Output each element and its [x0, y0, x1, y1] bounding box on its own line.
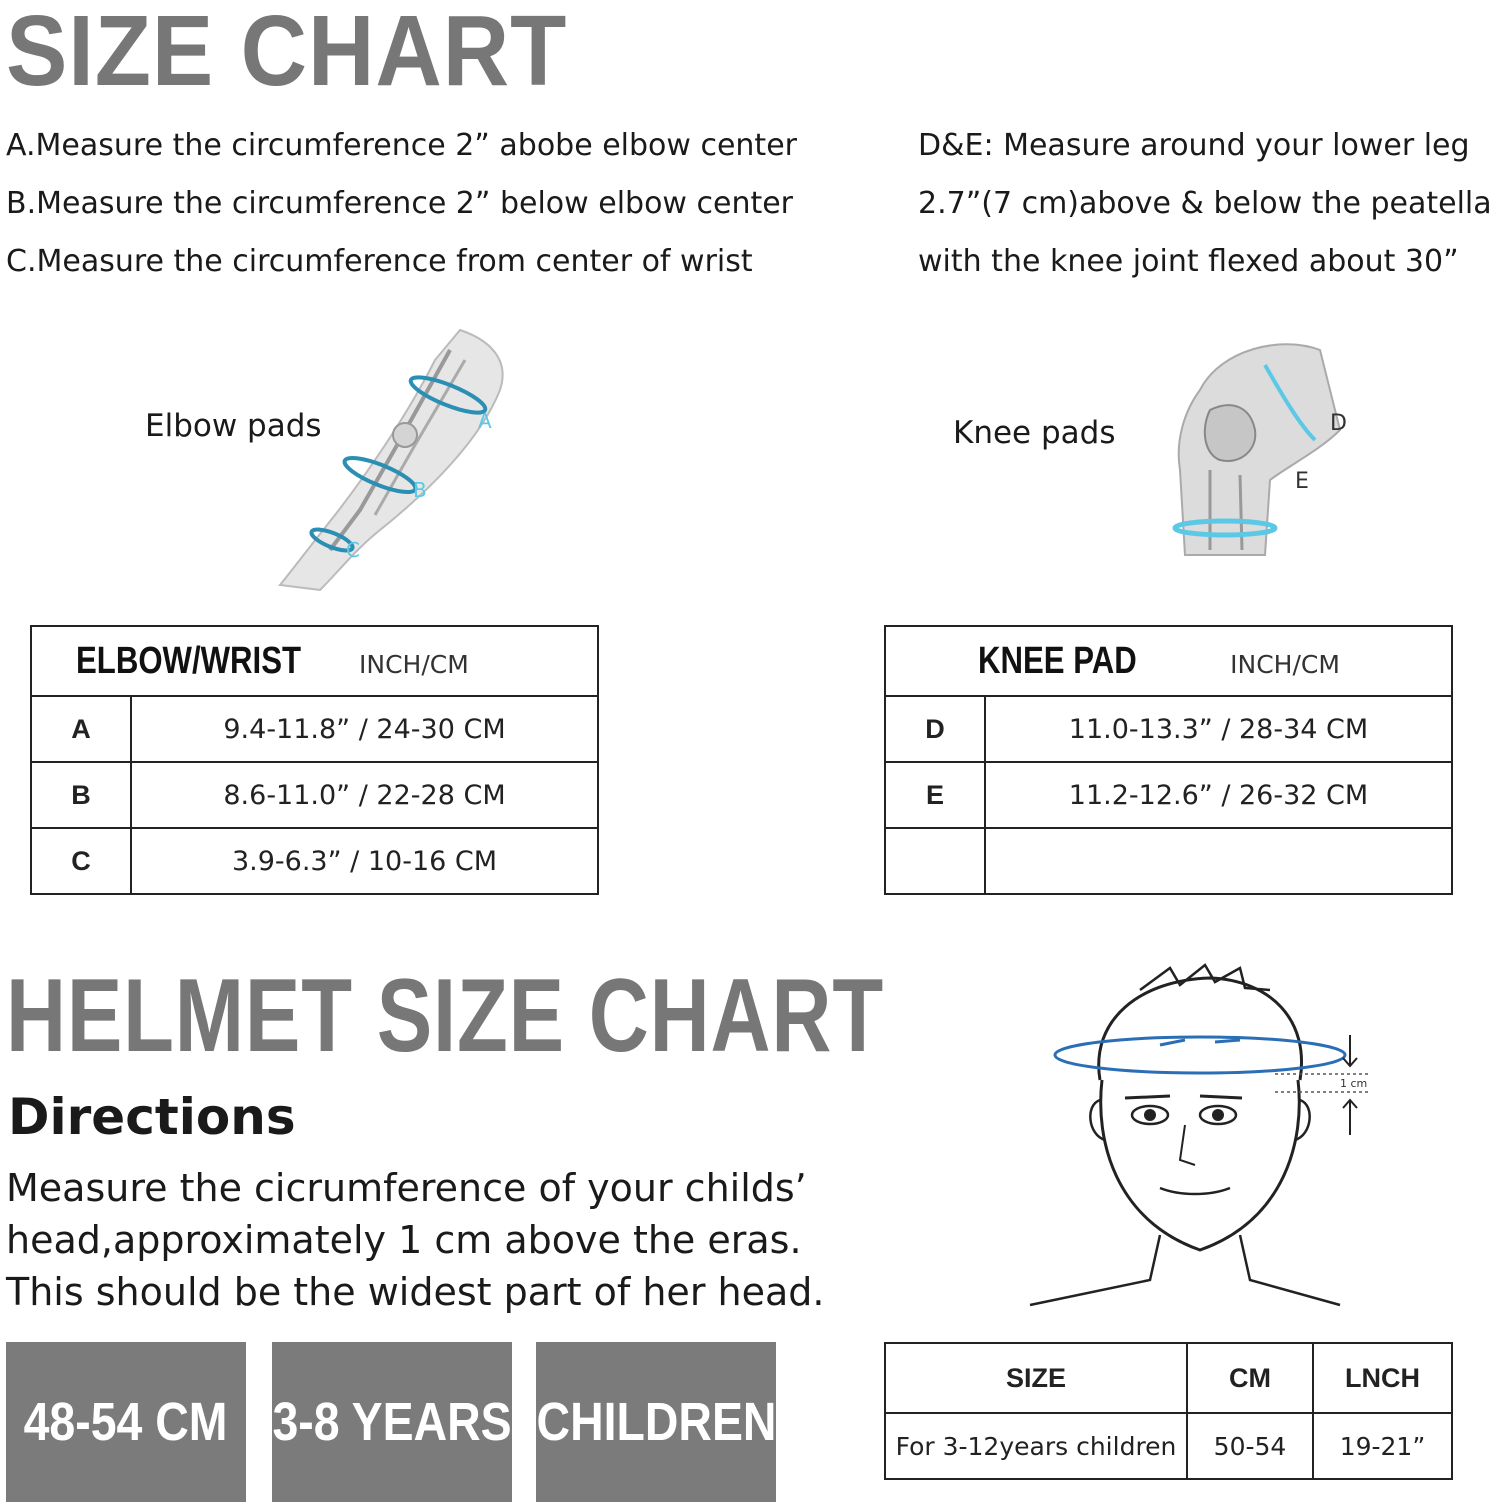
badge-circumference: 48-54 CM [6, 1342, 246, 1502]
badge-age: 3-8 YEARS [272, 1342, 512, 1502]
header-cm: CM [1187, 1343, 1313, 1413]
row-value: 3.9-6.3” / 10-16 CM [131, 828, 598, 894]
knee-size-table [884, 625, 1453, 895]
row-letter [885, 828, 985, 894]
elbow-table-unit: INCH/CM [359, 649, 469, 679]
knee-pads-label: Knee pads [953, 415, 1116, 451]
helmet-size-table [884, 1342, 1453, 1480]
table-row [885, 762, 1452, 828]
row-letter: A [31, 696, 131, 762]
row-value: 9.4-11.8” / 24-30 CM [131, 696, 598, 762]
elbow-size-table [30, 625, 599, 895]
knee-illustration [1170, 330, 1360, 560]
elbow-instruction-b: B.Measure the circumference 2” below elbow center [6, 186, 794, 221]
table-row [885, 696, 1452, 762]
arm-illustration [260, 320, 540, 600]
elbow-pads-label: Elbow pads [145, 408, 322, 444]
header-size: SIZE [885, 1343, 1187, 1413]
row-value: 11.0-13.3” / 28-34 CM [985, 696, 1452, 762]
marker-b: B [413, 478, 427, 502]
one-cm-label: 1 cm [1340, 1077, 1368, 1090]
knee-table-title: KNEE PAD [978, 639, 1137, 682]
directions-heading: Directions [8, 1088, 296, 1146]
marker-d: D [1330, 411, 1347, 436]
table-row [31, 828, 598, 894]
table-row [885, 828, 1452, 894]
size-chart-title: SIZE CHART [6, 0, 568, 107]
helmet-size-chart-title: HELMET SIZE CHART [6, 958, 884, 1074]
row-letter: B [31, 762, 131, 828]
row-value: 11.2-12.6” / 26-32 CM [985, 762, 1452, 828]
elbow-table-title: ELBOW/WRIST [76, 639, 302, 682]
head-measure-illustration [1020, 960, 1380, 1315]
directions-line-2: head,approximately 1 cm above the eras. [6, 1218, 802, 1262]
helmet-table-header [885, 1343, 1452, 1413]
row-letter: D [885, 696, 985, 762]
row-value: 8.6-11.0” / 22-28 CM [131, 762, 598, 828]
badge-children: CHILDREN [536, 1342, 776, 1502]
knee-instruction-2: 2.7”(7 cm)above & below the peatella [918, 186, 1492, 221]
knee-table-unit: INCH/CM [1230, 649, 1340, 679]
table-row [885, 1413, 1452, 1479]
table-row [31, 696, 598, 762]
marker-a: A [478, 409, 492, 433]
knee-table-header [885, 626, 1452, 696]
row-value [985, 828, 1452, 894]
row-letter: C [31, 828, 131, 894]
header-inch: LNCH [1313, 1343, 1452, 1413]
elbow-instruction-c: C.Measure the circumference from center of wrist [6, 244, 753, 279]
helmet-inch-value: 19-21” [1313, 1413, 1452, 1479]
helmet-size-value: For 3-12years children [885, 1413, 1187, 1479]
knee-instruction-3: with the knee joint flexed about 30” [918, 244, 1459, 279]
table-row [31, 762, 598, 828]
row-letter: E [885, 762, 985, 828]
elbow-table-header [31, 626, 598, 696]
elbow-instruction-a: A.Measure the circumference 2” abobe elbow center [6, 128, 797, 163]
marker-c: C [346, 538, 360, 562]
directions-line-1: Measure the cicrumference of your childs’ [6, 1166, 807, 1210]
directions-line-3: This should be the widest part of her head. [6, 1270, 825, 1314]
marker-e: E [1295, 469, 1309, 494]
helmet-cm-value: 50-54 [1187, 1413, 1313, 1479]
knee-instruction-1: D&E: Measure around your lower leg [918, 128, 1470, 163]
